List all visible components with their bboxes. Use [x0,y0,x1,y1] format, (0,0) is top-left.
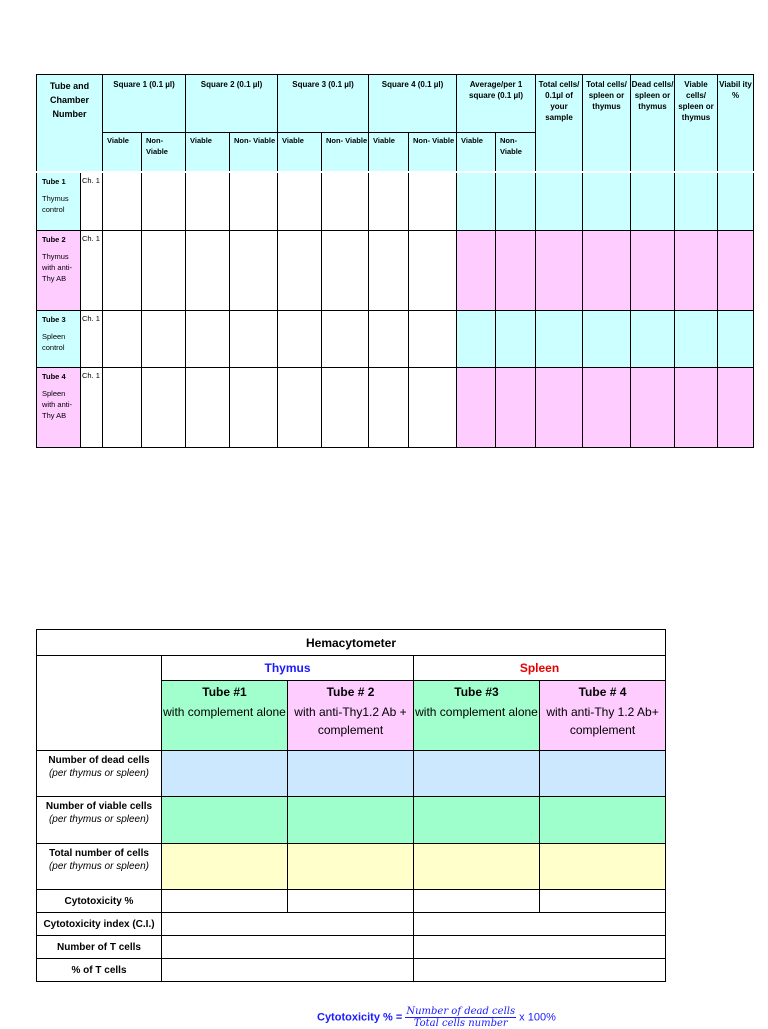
pct-t-cells-thymus-cell[interactable] [162,959,414,982]
computed-cell[interactable] [457,310,496,367]
total-cells-row-label: Total number of cells (per thymus or spleen) [37,844,162,890]
viable-cells-cell[interactable] [414,797,540,844]
average-header: Average/per 1 square (0.1 µl) [457,75,536,133]
square-count-cell[interactable] [409,172,457,230]
square-count-cell[interactable] [369,310,409,367]
computed-cell[interactable] [457,367,496,447]
tube-name: Tube 3 [42,314,66,324]
tube-name: Tube 4 [42,371,66,381]
computed-cell[interactable] [496,172,536,230]
square-count-cell[interactable] [322,367,369,447]
viable-subheader: Viable [278,133,322,173]
viable-subheader: Viable [186,133,230,173]
chamber-label: Ch. 1 [81,172,103,230]
formula-numerator: Number of dead cells [406,1006,516,1017]
tube-description: Spleen control [42,331,66,352]
square-count-cell[interactable] [230,230,278,310]
square-count-cell[interactable] [142,230,186,310]
tube-3-header: Tube #3 with complement alone [414,681,540,751]
square-count-cell[interactable] [103,310,142,367]
computed-cell[interactable] [583,367,631,447]
square-4-header: Square 4 (0.1 µl) [369,75,457,133]
cytotoxicity-row-label: Cytotoxicity % [37,890,162,913]
hemacytometer-table [36,629,666,982]
computed-cell[interactable] [536,172,583,230]
dead-cells-row-label: Number of dead cells (per thymus or spleen) [37,751,162,797]
hemacytometer-title: Hemacytometer [37,630,666,656]
square-count-cell[interactable] [230,310,278,367]
tube-label [37,230,81,310]
square-count-cell[interactable] [322,230,369,310]
pct-t-cells-spleen-cell[interactable] [414,959,666,982]
square-count-cell[interactable] [369,367,409,447]
total-cells-cell[interactable] [162,844,288,890]
formula-tail: x 100% [519,1011,556,1024]
square-count-cell[interactable] [278,367,322,447]
square-count-cell[interactable] [186,367,230,447]
t-cells-spleen-cell[interactable] [414,936,666,959]
thymus-group-header: Thymus [162,656,414,681]
computed-cell[interactable] [536,367,583,447]
square-count-cell[interactable] [142,172,186,230]
tube-1-header: Tube #1 with complement alone [162,681,288,751]
viable-subheader: Viable [369,133,409,173]
square-count-cell[interactable] [278,172,322,230]
viable-cells-row-label: Number of viable cells (per thymus or spleen) [37,797,162,844]
tube-chamber-header: Tube and Chamber Number [37,75,103,173]
non-viable-subheader: Non- Viable [496,133,536,173]
total-cells-cell[interactable] [414,844,540,890]
tube-2-header: Tube # 2 with anti-Thy1.2 Ab + complement [288,681,414,751]
computed-cell[interactable] [496,367,536,447]
chamber-label: Ch. 1 [81,230,103,310]
computed-cell[interactable] [675,367,718,447]
non-viable-subheader: Non- Viable [142,133,186,173]
computed-cell[interactable] [675,172,718,230]
non-viable-subheader: Non- Viable [322,133,369,173]
non-viable-subheader: Non- Viable [230,133,278,173]
cytotoxicity-cell[interactable] [288,890,414,913]
formula-lhs: Cytotoxicity % = [317,1011,403,1024]
cytotoxicity-cell[interactable] [414,890,540,913]
square-count-cell[interactable] [142,367,186,447]
square-count-cell[interactable] [278,310,322,367]
computed-cell[interactable] [718,230,754,310]
computed-cell[interactable] [631,230,675,310]
computed-cell[interactable] [718,367,754,447]
computed-cell[interactable] [496,310,536,367]
square-count-cell[interactable] [409,230,457,310]
square-count-cell[interactable] [369,172,409,230]
tube-name: Tube 2 [42,234,66,244]
dead-cells-header: Dead cells/ spleen or thymus [631,75,675,173]
square-count-cell[interactable] [278,230,322,310]
cytotoxicity-formula [317,1006,556,1029]
square-count-cell[interactable] [322,172,369,230]
computed-cell[interactable] [457,230,496,310]
square-count-cell[interactable] [369,230,409,310]
dead-cells-cell[interactable] [414,751,540,797]
tube-description: Spleen with anti-Thy AB [42,388,73,420]
corner-cell [37,656,162,751]
square-count-cell[interactable] [103,172,142,230]
tube-row [37,172,754,230]
computed-cell[interactable] [583,172,631,230]
viability-header: Viabil ity % [718,75,754,173]
dead-cells-cell[interactable] [540,751,666,797]
computed-cell[interactable] [631,172,675,230]
square-count-cell[interactable] [186,172,230,230]
formula-fraction [405,1006,516,1029]
computed-cell[interactable] [457,172,496,230]
square-count-cell[interactable] [186,230,230,310]
tube-description: Thymus control [42,194,69,214]
cell-count-table [36,74,754,448]
non-viable-subheader: Non- Viable [409,133,457,173]
computed-cell[interactable] [536,230,583,310]
computed-cell[interactable] [675,230,718,310]
spleen-group-header: Spleen [414,656,666,681]
computed-cell[interactable] [583,230,631,310]
viable-subheader: Viable [103,133,142,173]
square-2-header: Square 2 (0.1 µl) [186,75,278,133]
viable-cells-cell[interactable] [288,797,414,844]
square-1-header: Square 1 (0.1 µl) [103,75,186,133]
computed-cell[interactable] [631,310,675,367]
square-count-cell[interactable] [409,310,457,367]
total-sample-header: Total cells/ 0.1µl of your sample [536,75,583,173]
computed-cell[interactable] [583,310,631,367]
square-count-cell[interactable] [230,367,278,447]
chamber-label: Ch. 1 [81,367,103,447]
tube-row [37,230,754,310]
square-count-cell[interactable] [103,230,142,310]
viable-subheader: Viable [457,133,496,173]
viable-cells-header: Viable cells/ spleen or thymus [675,75,718,173]
square-3-header: Square 3 (0.1 µl) [278,75,369,133]
viable-cells-cell[interactable] [540,797,666,844]
square-count-cell[interactable] [322,310,369,367]
t-cells-thymus-cell[interactable] [162,936,414,959]
square-count-cell[interactable] [230,172,278,230]
dead-cells-cell[interactable] [288,751,414,797]
total-cells-cell[interactable] [288,844,414,890]
square-count-cell[interactable] [186,310,230,367]
computed-cell[interactable] [718,172,754,230]
computed-cell[interactable] [496,230,536,310]
cytotoxicity-index-thymus-cell[interactable] [162,913,414,936]
computed-cell[interactable] [631,367,675,447]
cytotoxicity-cell[interactable] [162,890,288,913]
tube-4-header: Tube # 4 with anti-Thy 1.2 Ab+ complement [540,681,666,751]
tube-label [37,310,81,367]
cytotoxicity-cell[interactable] [540,890,666,913]
square-count-cell[interactable] [142,310,186,367]
total-spleen-header: Total cells/ spleen or thymus [583,75,631,173]
viable-cells-cell[interactable] [162,797,288,844]
pct-t-cells-row-label: % of T cells [37,959,162,982]
cytotoxicity-index-row-label: Cytotoxicity index (C.I.) [37,913,162,936]
total-cells-cell[interactable] [540,844,666,890]
computed-cell[interactable] [536,310,583,367]
formula-denominator: Total cells number [413,1018,508,1029]
chamber-label: Ch. 1 [81,310,103,367]
computed-cell[interactable] [675,310,718,367]
dead-cells-cell[interactable] [162,751,288,797]
t-cells-row-label: Number of T cells [37,936,162,959]
tube-row [37,367,754,447]
cytotoxicity-index-spleen-cell[interactable] [414,913,666,936]
tube-row [37,310,754,367]
square-count-cell[interactable] [103,367,142,447]
tube-label [37,367,81,447]
tube-name: Tube 1 [42,177,66,186]
square-count-cell[interactable] [409,367,457,447]
tube-description: Thymus with anti-Thy AB [42,251,73,283]
tube-label [37,172,81,230]
computed-cell[interactable] [718,310,754,367]
